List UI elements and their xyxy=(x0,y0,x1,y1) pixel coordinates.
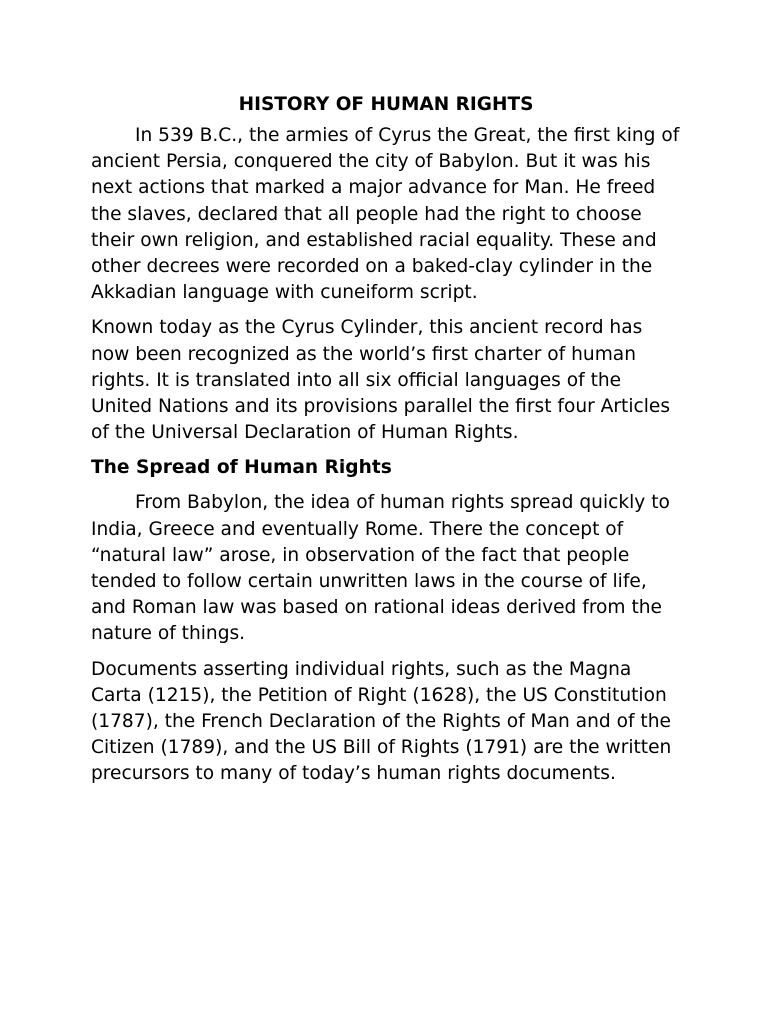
section-heading-spread: The Spread of Human Rights xyxy=(91,457,392,479)
paragraph-cyrus-conquest: In 539 B.C., the armies of Cyrus the Great, the first king of ancient Persia, conquered the city of Babylon. But it was his next actions that marked a major advance for Man. He freed the slaves, declared that all people had the right to choose their own religion, and established racial equality. These and other decrees were recorded on a baked-clay cylinder in the Akkadian language with cuneiform script. xyxy=(91,125,680,304)
document-body xyxy=(91,92,681,797)
paragraph-spread-babylon: From Babylon, the idea of human rights spread quickly to India, Greece and eventually Rome. There the concept of “natural law” arose, in observation of the fact that people tended to follow certain unwritten laws in the course of life, and Roman law was based on rational ideas derived from the nature of things. xyxy=(91,492,670,645)
document-title: HISTORY OF HUMAN RIGHTS xyxy=(238,94,534,115)
paragraph-cyrus-cylinder: Known today as the Cyrus Cylinder, this ancient record has now been recognized as the world’s first charter of human rights. It is translated into all six official languages of the United Nations and its provisions parallel the first four Articles of the Universal Declaration of Human Rights. xyxy=(91,317,671,444)
paragraph-rights-documents: Documents asserting individual rights, such as the Magna Carta (1215), the Petition of Right (1628), the US Constitution (1787), the French Declaration of the Rights of Man and of the Citizen (1789), and the US Bill of Rights (1791) are the written precursors to many of today’s human rights documents. xyxy=(91,658,672,785)
